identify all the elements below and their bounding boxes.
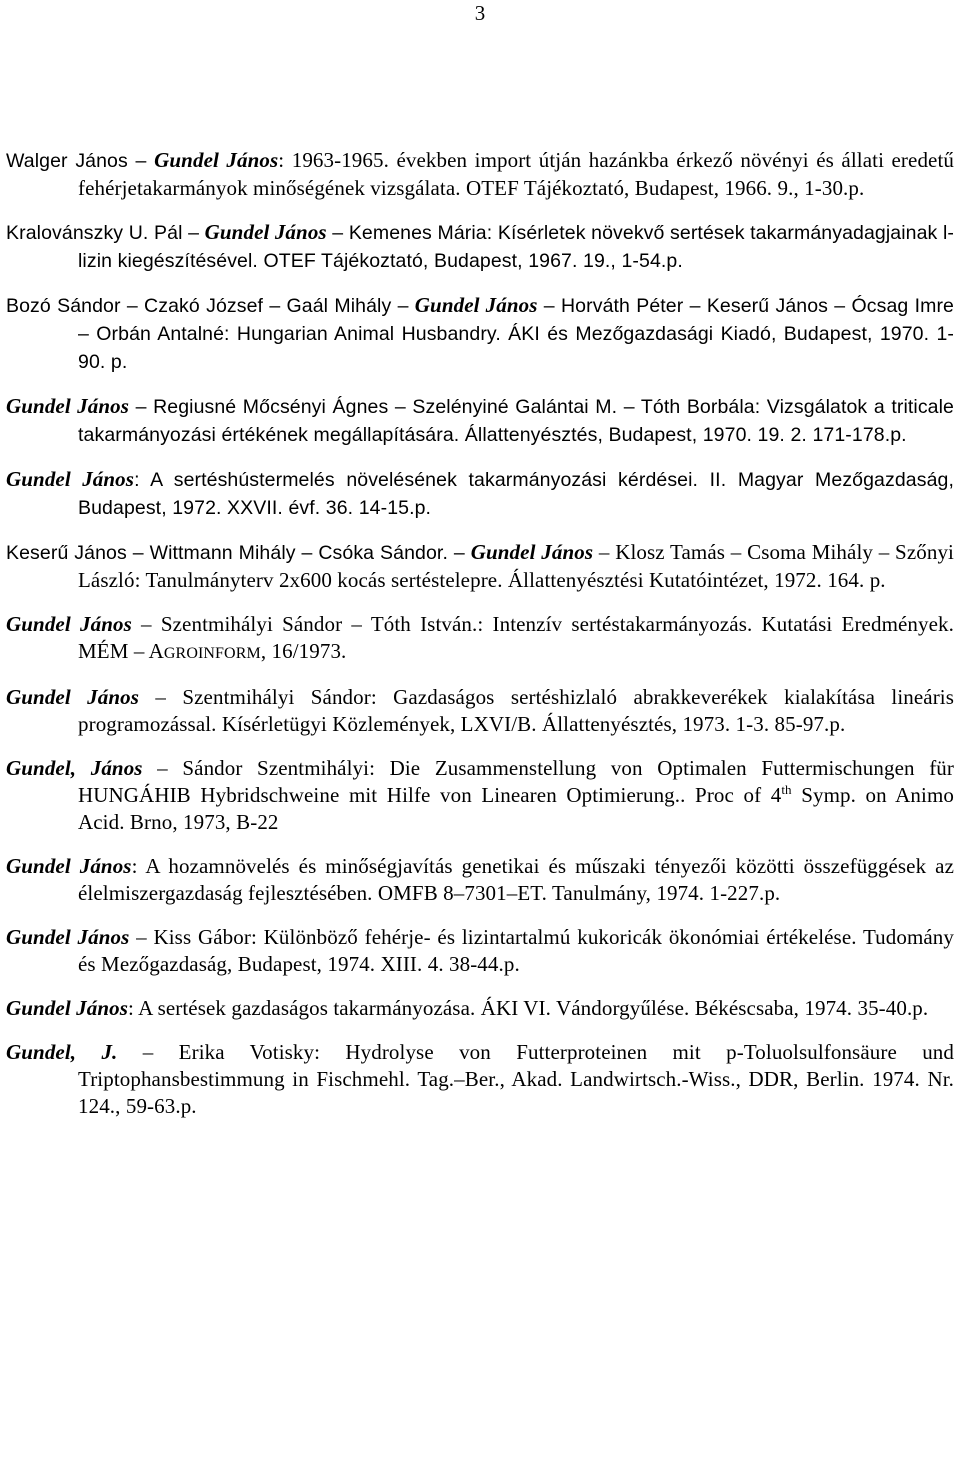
reference-entry	[6, 853, 954, 907]
highlighted-author: Gundel János	[6, 925, 130, 949]
reference-entry	[6, 393, 954, 449]
reference-entry	[6, 755, 954, 836]
reference-entry	[6, 292, 954, 376]
highlighted-author: Gundel János	[6, 467, 135, 491]
reference-text: – Szentmihályi Sándor: Gazdaságos sertéshizlaló abrakkeverékek kialakítása lineáris programozással. Kísérletügyi Közlemények, LXVI/B. Állattenyésztés, 1973. 1-3. 85-97.p.	[78, 685, 955, 736]
reference-text: – Sándor Szentmihályi: Die Zusammenstellung von Optimalen Futtermischungen für HUNGÁHIB Hybridschweine mit Hilfe von Linearen Optimierung.. Proc of 4	[78, 756, 954, 807]
highlighted-author: Gundel, J.	[6, 1040, 118, 1064]
highlighted-author: Gundel János	[6, 394, 130, 418]
reference-text: – Erika Votisky: Hydrolyse von Futterproteinen mit p-Toluolsulfonsäure und Triptophansbestimmung in Fischmehl. Tag.–Ber., Akad. Landwirtsch.-Wiss., DDR, Berlin. 1974. Nr. 124., 59-63.p.	[78, 1040, 954, 1118]
reference-text: – Kemenes Mária: Kísérletek növekvő sertések takarmányadagjainak l-lizin kiegészítésével. OTEF Tájékoztató, Budapest, 1967. 19., 1-54.p.	[78, 222, 955, 272]
reference-entry	[6, 539, 954, 594]
reference-entry	[6, 147, 954, 202]
reference-text-end: , 16/1973.	[260, 639, 347, 663]
highlighted-author: Gundel János	[6, 854, 132, 878]
reference-text-end: Symp. on Animo Acid. Brno, 1973, B-22	[78, 783, 954, 834]
co-authors: Walger János –	[6, 150, 155, 172]
reference-entry	[6, 995, 954, 1022]
reference-text: – Horváth Péter – Keserű János – Ócsag Imre – Orbán Antalné: Hungarian Animal Husbandry. ÁKI és Mezőgazdasági Kiadó, Budapest, 1970. 1-90. p.	[78, 295, 954, 373]
co-authors: Bozó Sándor – Czakó József – Gaál Mihály –	[6, 295, 415, 317]
reference-text: : A sertések gazdaságos takarmányozása. ÁKI VI. Vándorgyűlése. Békéscsaba, 1974. 35-40.p.	[127, 996, 929, 1020]
highlighted-author: Gundel János	[6, 612, 132, 636]
reference-entry	[6, 466, 954, 522]
highlighted-author: Gundel János	[6, 996, 128, 1020]
co-authors: Keserű János – Wittmann Mihály – Csóka Sándor. –	[6, 542, 471, 564]
highlighted-author: Gundel János	[414, 293, 538, 317]
co-authors: Kralovánszky U. Pál –	[6, 222, 205, 244]
reference-smallcaps: GROINFORM	[163, 645, 261, 662]
reference-entry	[6, 684, 954, 738]
reference-text: – Szentmihályi Sándor – Tóth István.: Intenzív sertéstakarmányozás. Kutatási Eredmények. MÉM – A	[78, 612, 954, 663]
reference-text: : 1963-1965. években import útján hazánkba érkező növényi és állati eredetű fehérjetakarmányok minőségének vizsgálata. OTEF Tájékoztató, Budapest, 1966. 9., 1-30.p.	[78, 148, 954, 200]
reference-text: : A hozamnövelés és minőségjavítás genetikai és műszaki tényezői közötti összefüggések az élelmiszergazdaság fejlesztésében. OMFB 8–7301–ET. Tanulmány, 1974. 1-227.p.	[78, 854, 955, 905]
reference-text: – Kiss Gábor: Különböző fehérje- és lizintartalmú kukoricák ökonómiai értékelése. Tudomány és Mezőgazdaság, Budapest, 1974. XIII. 4. 38-44.p.	[78, 925, 955, 976]
reference-text: Tóth Borbála: Vizsgálatok a triticale takarmányozási értékének megállapítására. Állattenyésztés, Budapest, 1970. 19. 2. 171-178.p.	[78, 396, 954, 446]
reference-entry	[6, 611, 954, 667]
reference-entry	[6, 1039, 954, 1120]
reference-entry	[6, 924, 954, 978]
highlighted-author: Gundel János	[6, 685, 140, 709]
highlighted-author: Gundel János	[154, 148, 279, 172]
highlighted-author: Gundel János	[204, 220, 327, 244]
reference-text: – Klosz Tamás – Csoma Mihály – Szőnyi László: Tanulmányterv 2x600 kocás sertéstelepre. Állattenyésztési Kutatóintézet, 1972. 164. p.	[78, 540, 954, 592]
superscript: th	[781, 782, 792, 797]
highlighted-author: Gundel, János	[6, 756, 143, 780]
reference-text: : A sertéshústermelés növelésének takarmányozási kérdései. II. Magyar Mezőgazdaság, Budapest, 1972. XXVII. évf. 36. 14-15.p.	[78, 469, 954, 519]
co-authors: – Regiusné Mőcsényi Ágnes – Szelényiné Galántai M. –	[129, 396, 641, 418]
page-number: 3	[474, 1, 486, 25]
highlighted-author: Gundel János	[470, 540, 594, 564]
reference-entry	[6, 219, 954, 275]
reference-list	[6, 147, 954, 1137]
